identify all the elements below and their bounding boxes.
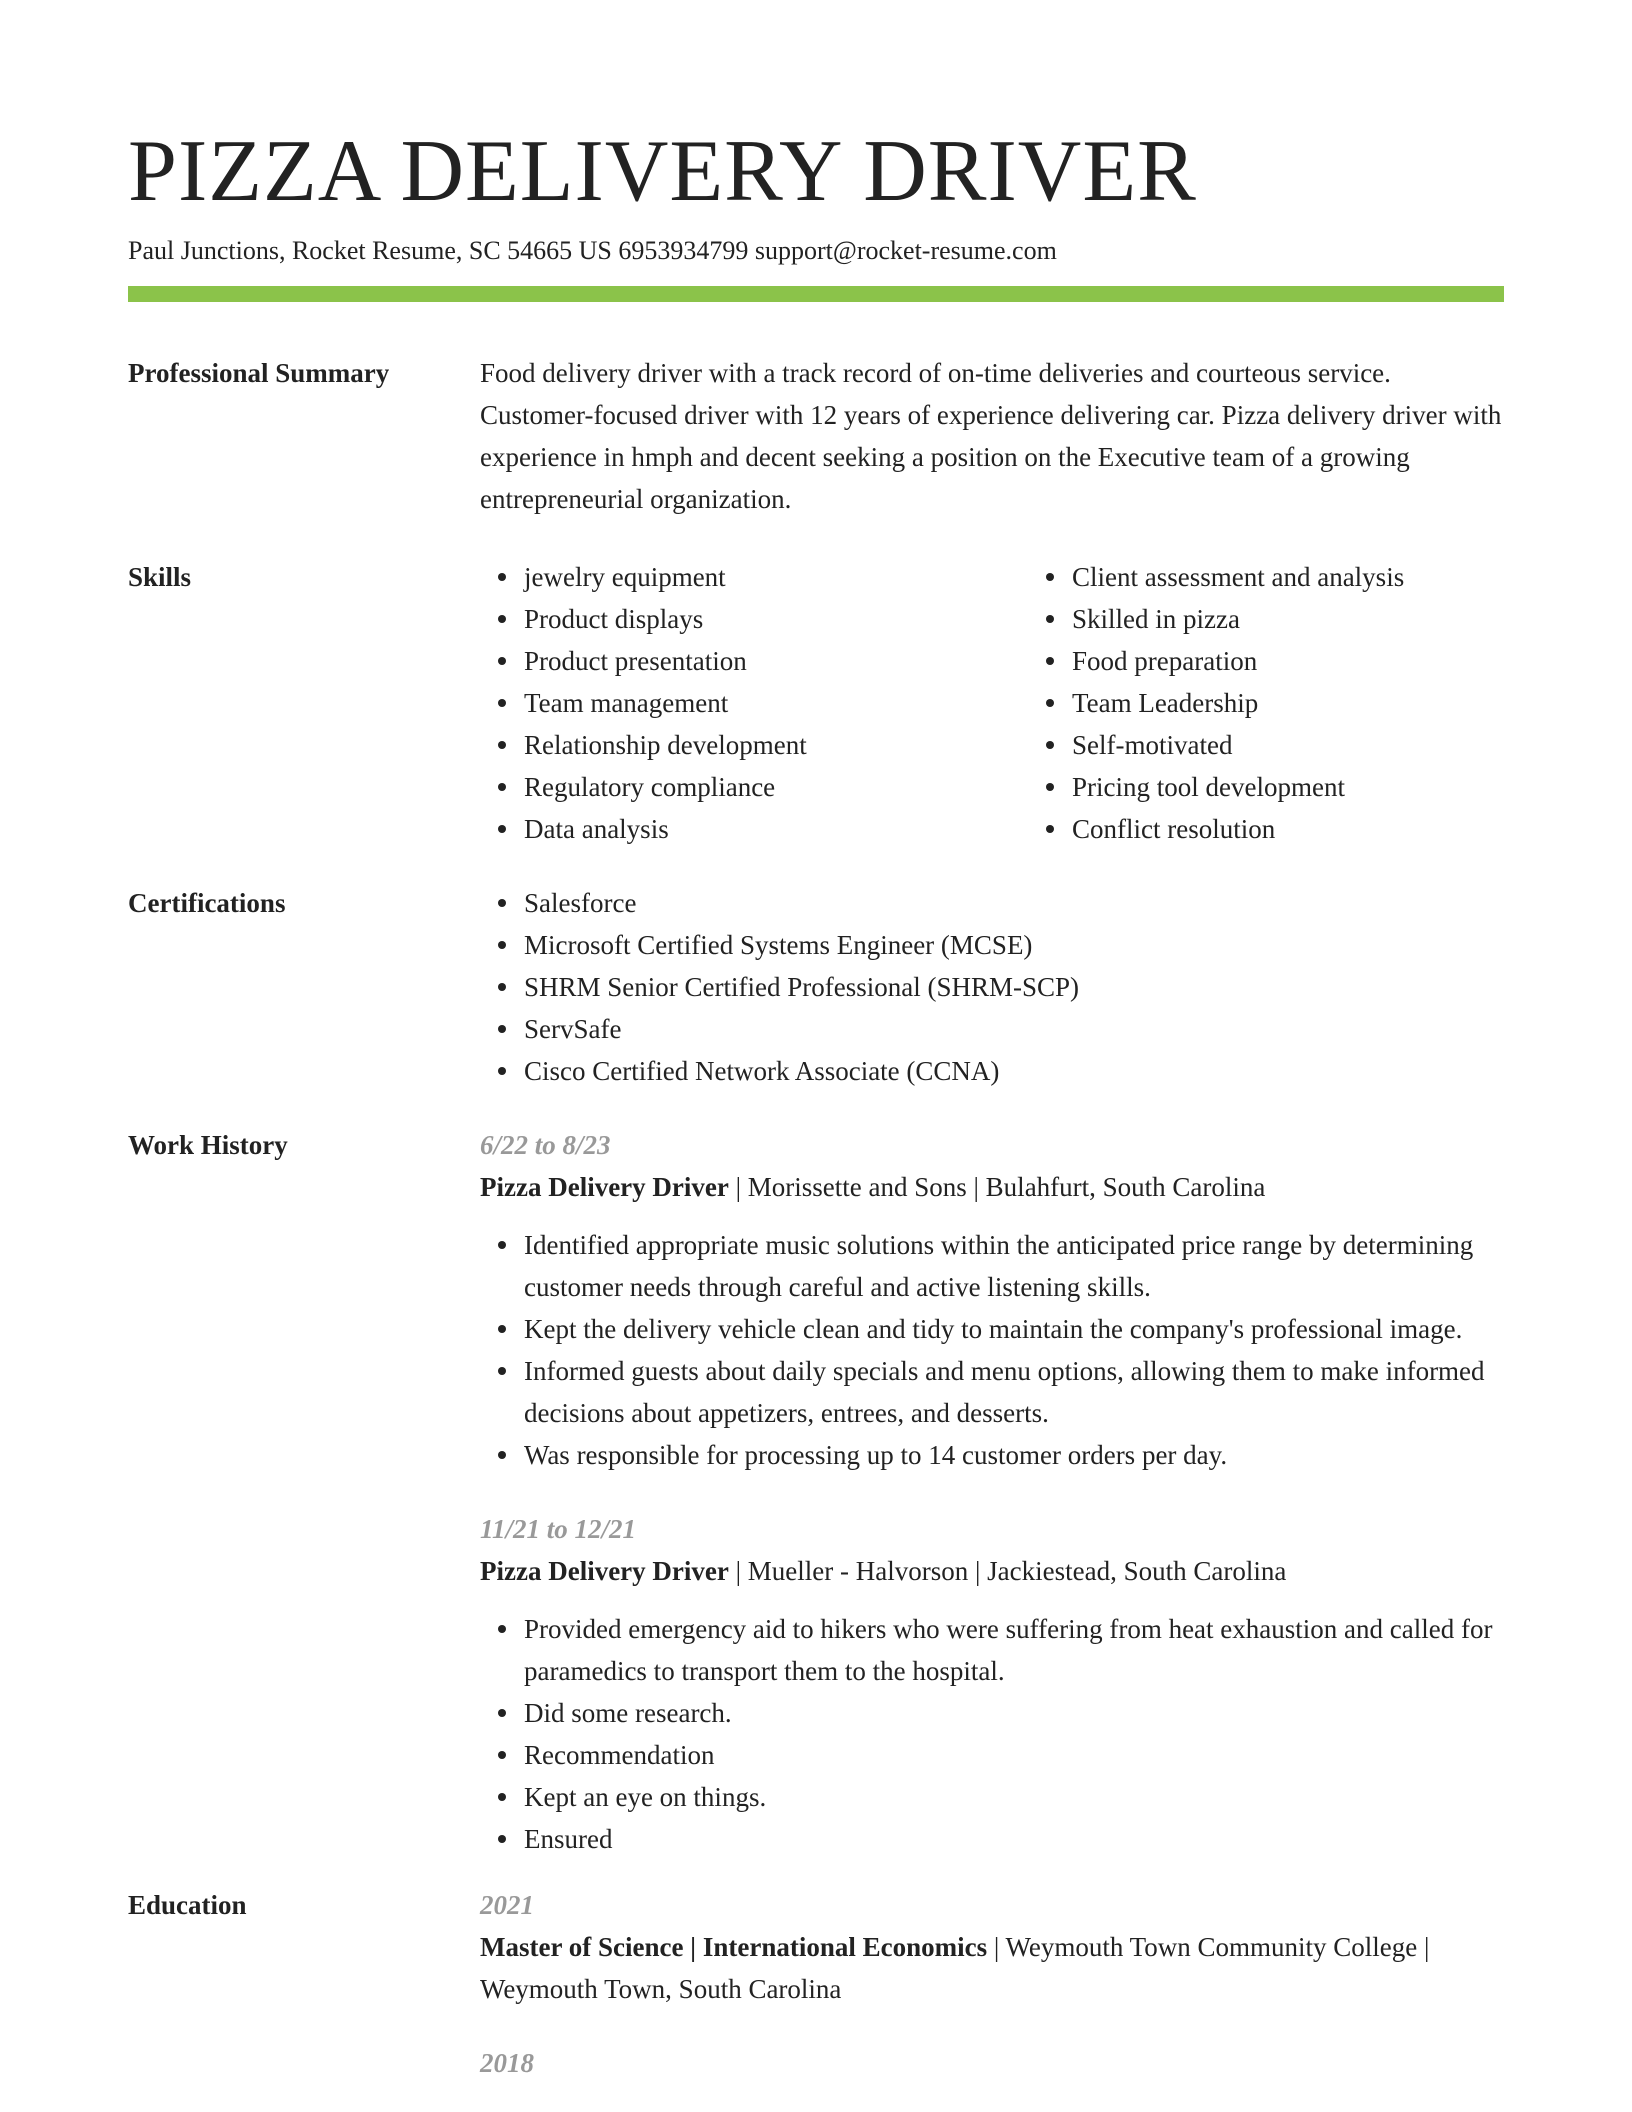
- job-dates: 11/21 to 12/21: [480, 1514, 637, 1544]
- skill-item: Self-motivated: [1072, 724, 1576, 766]
- job-bullets: [480, 1224, 1504, 1476]
- job-role-line: [480, 1550, 1504, 1592]
- skill-item: Skilled in pizza: [1072, 598, 1576, 640]
- job-bullet: Kept the delivery vehicle clean and tidy to maintain the company's professional image.: [524, 1308, 1504, 1350]
- job-role-line: [480, 1166, 1504, 1208]
- job-bullet: Did some research.: [524, 1692, 1504, 1734]
- section-skills: [128, 556, 1504, 850]
- job-entry: [480, 1124, 1504, 1476]
- contact-email: support@rocket-resume.com: [754, 236, 1057, 265]
- education-entry: [480, 1884, 1504, 2010]
- skill-item: Pricing tool development: [1072, 766, 1576, 808]
- skill-item: Team Leadership: [1072, 682, 1576, 724]
- skill-item: Product presentation: [524, 640, 1028, 682]
- certifications-list: [480, 882, 1504, 1092]
- resume-page: [128, 122, 1504, 2084]
- section-label-skills: Skills: [128, 562, 192, 592]
- job-bullets: [480, 1608, 1504, 1860]
- contact-line: [128, 234, 1504, 268]
- accent-divider: [128, 286, 1504, 302]
- job-bullet: Identified appropriate music solutions within the anticipated price range by determining customer needs through careful and active listening skills.: [524, 1224, 1504, 1308]
- section-education: [128, 1884, 1504, 2084]
- job-title: Pizza Delivery Driver: [480, 1556, 729, 1586]
- skill-item: Product displays: [524, 598, 1028, 640]
- job-entry: [480, 1508, 1504, 1860]
- job-details: | Morissette and Sons | Bulahfurt, South Carolina: [728, 1172, 1266, 1202]
- certification-item: ServSafe: [524, 1008, 1504, 1050]
- skill-item: Regulatory compliance: [524, 766, 1028, 808]
- job-dates: 6/22 to 8/23: [480, 1130, 611, 1160]
- work-history-body: [480, 1124, 1504, 1860]
- section-label-work-history: Work History: [128, 1130, 288, 1160]
- job-bullet: Kept an eye on things.: [524, 1776, 1504, 1818]
- education-entry: [480, 2042, 1504, 2084]
- job-bullet: Ensured: [524, 1818, 1504, 1860]
- job-bullet: Provided emergency aid to hikers who were suffering from heat exhaustion and called for paramedics to transport them to the hospital.: [524, 1608, 1504, 1692]
- skill-item: Data analysis: [524, 808, 1028, 850]
- education-body: [480, 1884, 1504, 2084]
- skill-item: jewelry equipment: [524, 556, 1028, 598]
- job-title: Pizza Delivery Driver: [480, 1172, 729, 1202]
- certifications-body: [480, 882, 1504, 1092]
- skill-item: Client assessment and analysis: [1072, 556, 1576, 598]
- job-bullet: Informed guests about daily specials and menu options, allowing them to make informed decisions about appetizers, entrees, and desserts.: [524, 1350, 1504, 1434]
- contact-address: Paul Junctions, Rocket Resume, SC 54665 US: [128, 236, 612, 265]
- section-summary: [128, 352, 1504, 520]
- skills-list-left: [480, 556, 1028, 850]
- skill-item: Team management: [524, 682, 1028, 724]
- summary-text: Food delivery driver with a track record of on-time deliveries and courteous service. Customer-focused driver with 12 years of experience delivering car. Pizza delivery driver with experience in hmph and decent seeking a position on the Executive team of a growing entrepreneurial organization.: [480, 358, 1502, 514]
- section-work-history: [128, 1124, 1504, 1860]
- certification-item: SHRM Senior Certified Professional (SHRM-SCP): [524, 966, 1504, 1008]
- skills-list-right: [1028, 556, 1576, 850]
- section-label-education: Education: [128, 1890, 247, 1920]
- skill-item: Relationship development: [524, 724, 1028, 766]
- resume-title: PIZZA DELIVERY DRIVER: [128, 123, 1197, 220]
- contact-phone: 6953934799: [618, 236, 749, 265]
- education-year: 2018: [480, 2048, 534, 2078]
- skill-item: Food preparation: [1072, 640, 1576, 682]
- education-year: 2021: [480, 1890, 534, 1920]
- job-bullet: Was responsible for processing up to 14 customer orders per day.: [524, 1434, 1504, 1476]
- education-degree-line: [480, 1926, 1504, 2010]
- summary-body: [480, 352, 1504, 520]
- education-degree: Master of Science | International Economics: [480, 1932, 988, 1962]
- certification-item: Salesforce: [524, 882, 1504, 924]
- section-label-certifications: Certifications: [128, 888, 286, 918]
- education-details: | Weymouth Town Community College | Weymouth Town, South Carolina: [480, 1932, 1430, 2004]
- skills-columns: [480, 556, 1576, 850]
- certification-item: Microsoft Certified Systems Engineer (MCSE): [524, 924, 1504, 966]
- certification-item: Cisco Certified Network Associate (CCNA): [524, 1050, 1504, 1092]
- section-certifications: [128, 882, 1504, 1092]
- section-label-summary: Professional Summary: [128, 358, 390, 388]
- job-bullet: Recommendation: [524, 1734, 1504, 1776]
- job-details: | Mueller - Halvorson | Jackiestead, South Carolina: [728, 1556, 1287, 1586]
- skill-item: Conflict resolution: [1072, 808, 1576, 850]
